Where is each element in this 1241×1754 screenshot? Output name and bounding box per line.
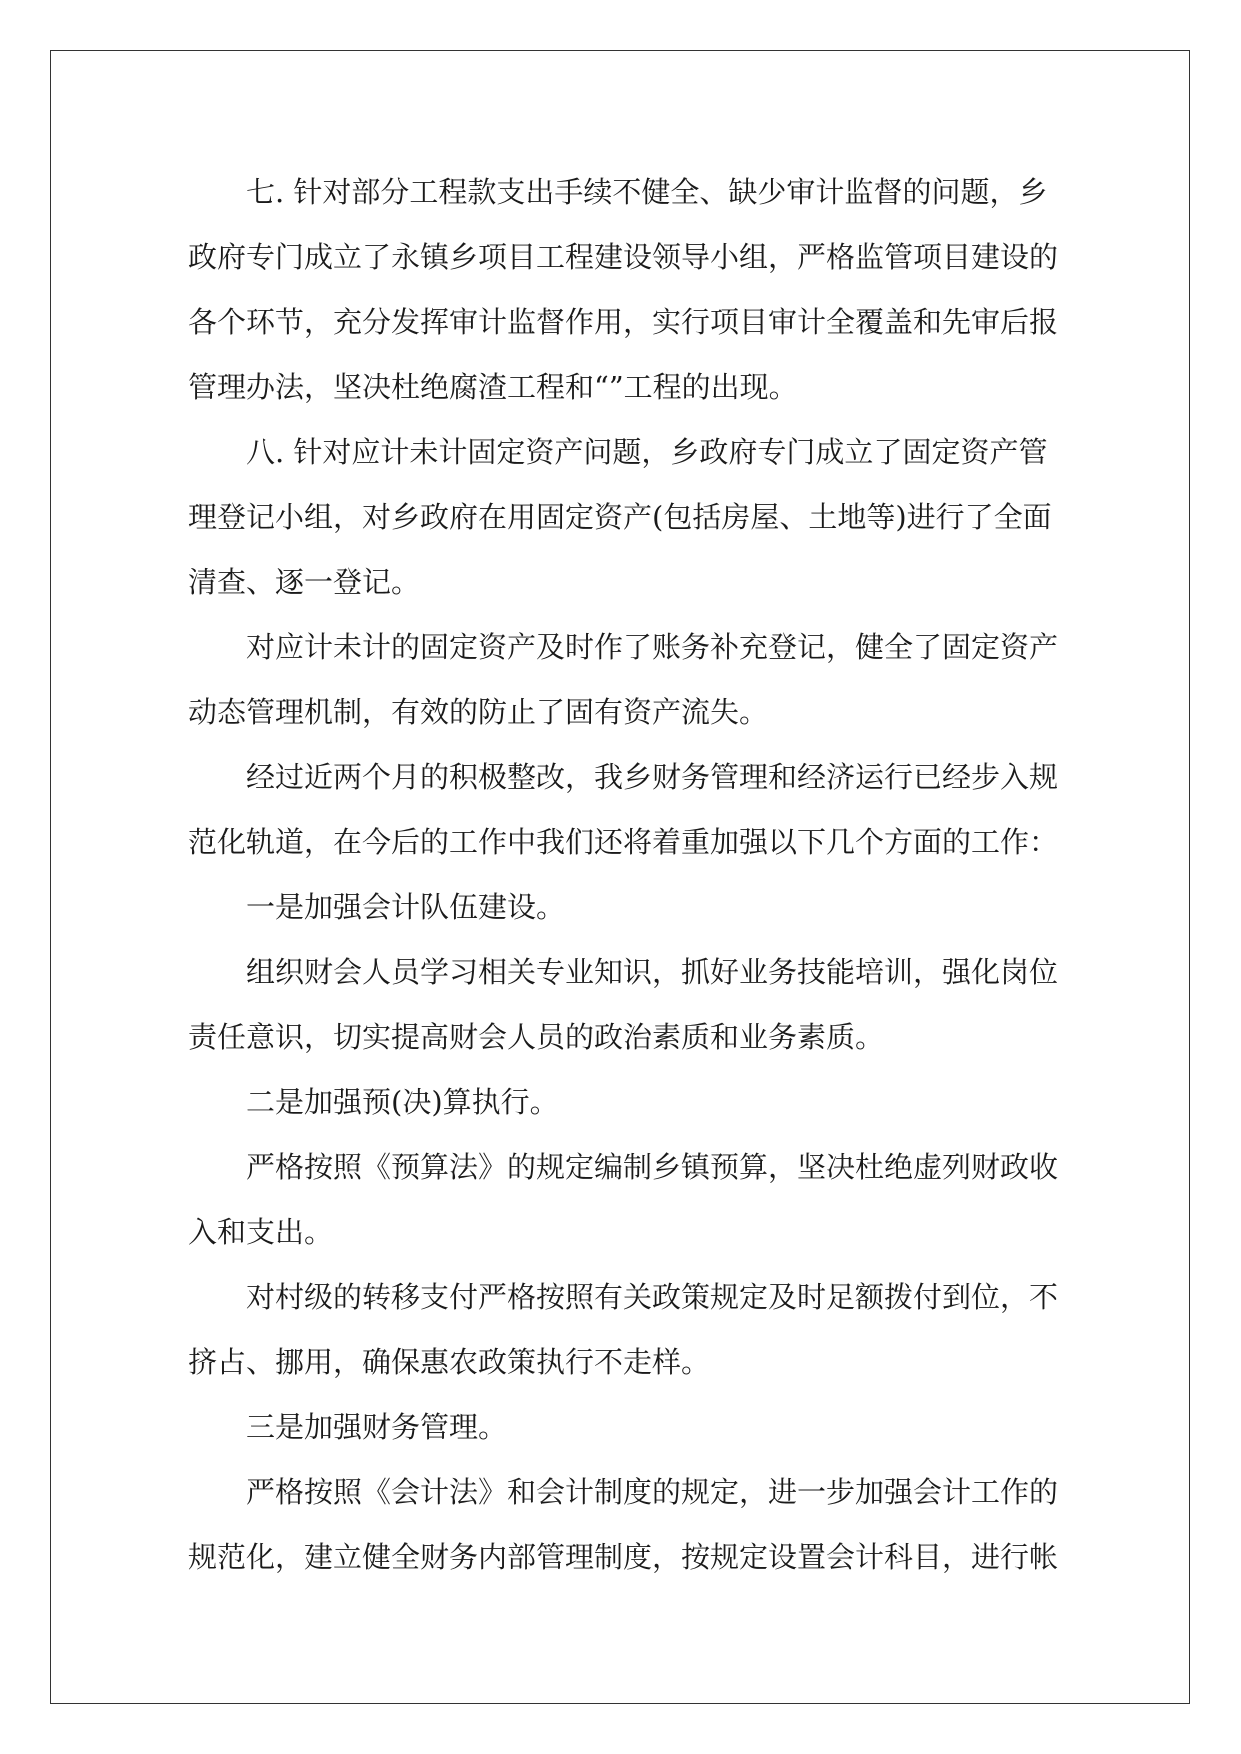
text-line: 清查、逐一登记。 <box>188 565 421 599</box>
paragraph <box>188 1395 1058 1460</box>
text-line: 一是加强会计队伍建设。 <box>246 890 566 924</box>
text-line: 对村级的转移支付严格按照有关政策规定及时足额拨付到位，不 <box>246 1280 1059 1314</box>
text-line: 规范化，建立健全财务内部管理制度，按规定设置会计科目，进行帐 <box>188 1540 1059 1574</box>
text-line: 严格按照《会计法》和会计制度的规定，进一步加强会计工作的 <box>246 1475 1059 1509</box>
paragraph <box>188 420 1058 615</box>
text-line: 各个环节，充分发挥审计监督作用，实行项目审计全覆盖和先审后报 <box>188 305 1059 339</box>
text-line: 政府专门成立了永镇乡项目工程建设领导小组，严格监管项目建设的 <box>188 240 1059 274</box>
paragraph <box>188 875 1058 940</box>
text-line: 挤占、挪用，确保惠农政策执行不走样。 <box>188 1345 711 1379</box>
text-line: 二是加强预(决)算执行。 <box>246 1085 559 1119</box>
paragraph <box>188 940 1058 1070</box>
text-line: 七. 针对部分工程款支出手续不健全、缺少审计监督的问题，乡 <box>246 175 1048 209</box>
paragraph <box>188 615 1058 745</box>
text-line: 管理办法，坚决杜绝腐渣工程和“”工程的出现。 <box>188 370 798 404</box>
text-line: 八. 针对应计未计固定资产问题，乡政府专门成立了固定资产管 <box>246 435 1048 469</box>
text-line: 经过近两个月的积极整改，我乡财务管理和经济运行已经步入规 <box>246 760 1059 794</box>
paragraph <box>188 160 1058 420</box>
text-line: 责任意识，切实提高财会人员的政治素质和业务素质。 <box>188 1020 885 1054</box>
text-line: 三是加强财务管理。 <box>246 1410 508 1444</box>
paragraph <box>188 1265 1058 1395</box>
text-line: 入和支出。 <box>188 1215 334 1249</box>
paragraph <box>188 1460 1058 1590</box>
paragraph <box>188 1135 1058 1265</box>
paragraph <box>188 745 1058 875</box>
text-line: 对应计未计的固定资产及时作了账务补充登记，健全了固定资产 <box>246 630 1059 664</box>
text-line: 组织财会人员学习相关专业知识，抓好业务技能培训，强化岗位 <box>246 955 1059 989</box>
text-line: 理登记小组，对乡政府在用固定资产(包括房屋、土地等)进行了全面 <box>188 500 1052 534</box>
document-body <box>188 160 1058 1590</box>
text-line: 范化轨道，在今后的工作中我们还将着重加强以下几个方面的工作： <box>188 825 1059 859</box>
text-line: 严格按照《预算法》的规定编制乡镇预算，坚决杜绝虚列财政收 <box>246 1150 1059 1184</box>
paragraph <box>188 1070 1058 1135</box>
text-line: 动态管理机制，有效的防止了固有资产流失。 <box>188 695 769 729</box>
